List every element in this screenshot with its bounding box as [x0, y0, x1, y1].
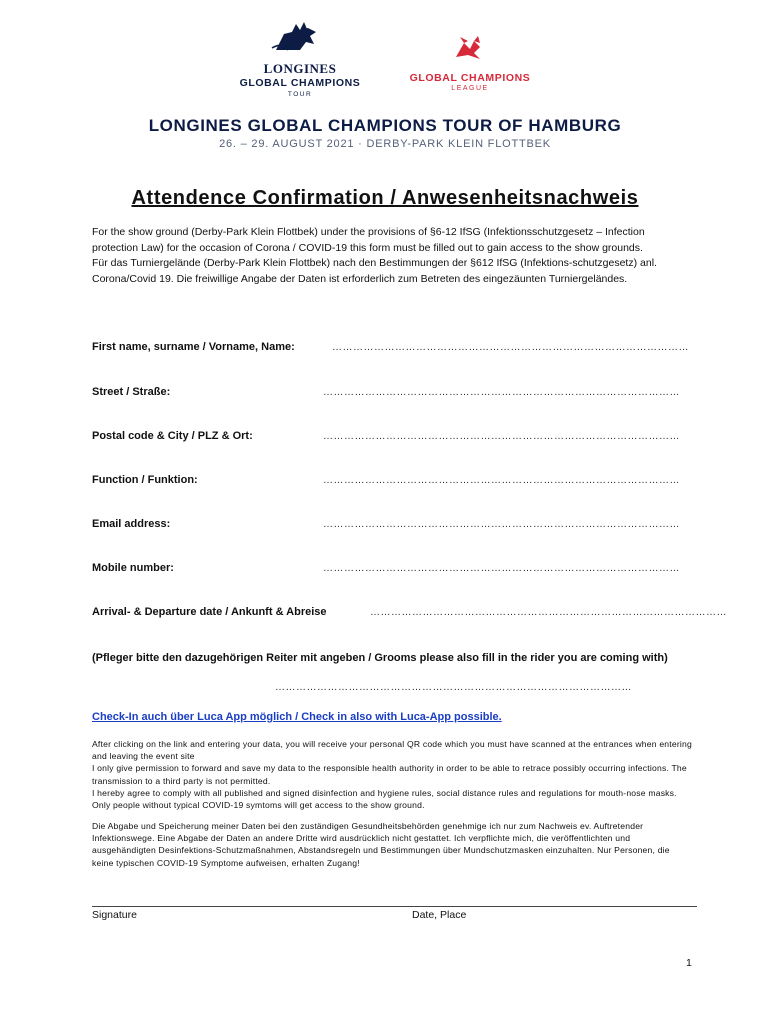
field-email-label: Email address: [92, 518, 171, 530]
logo-tour-text: TOUR [287, 91, 313, 98]
gcl-logo [400, 35, 540, 92]
horse-rider-icon [270, 20, 330, 54]
field-function-label: Function / Funktion: [92, 474, 198, 486]
logo-gcl-text: GLOBAL CHAMPIONS [409, 72, 531, 84]
intro-german: Für das Turniergelände (Derby-Park Klein Flottbek) nach den Bestimmungen der §612 IfSG (Infektions-schutzgesetz) anl. Corona/Covid 19. Die freiwillige Angabe der Daten ist erforderlich zum Betreten des eingezäunten Turniergeländes. [92, 257, 657, 285]
checkin-english-text [92, 738, 692, 811]
logo-gct-text: GLOBAL CHAMPIONS [239, 77, 361, 89]
field-email-input[interactable]: ………………………………………………………………………………………… [323, 519, 680, 530]
field-function-input[interactable]: ………………………………………………………………………………………… [323, 475, 680, 486]
intro-text [92, 225, 692, 287]
logo-league-text: LEAGUE [451, 85, 489, 92]
intro-english: For the show ground (Derby-Park Klein Flottbek) under the provisions of §6-12 IfSG (Infektionsschutzgesetz – Infection protection Law) for the occasion of Corona / COVID-19 this form must be filled out to gain access to the show grounds. [92, 226, 645, 254]
date-place-label: Date, Place [412, 909, 467, 921]
field-name-input[interactable]: ………………………………………………………………………………………… [332, 342, 689, 353]
grooms-note: (Pfleger bitte den dazugehörigen Reiter mit angeben / Grooms please also fill in the rider you are coming with) [92, 652, 668, 664]
signature-label: Signature [92, 909, 137, 921]
event-title: LONGINES GLOBAL CHAMPIONS TOUR OF HAMBURG [148, 116, 622, 135]
checkin-en-paragraph-3: I hereby agree to comply with all published and signed disinfection and hygiene rules, social distance rules and regulations for mouth-nose masks. Only people without typical COVID-19 symtoms will get access to the show ground. [92, 787, 677, 811]
longines-gct-logo [230, 20, 370, 98]
field-street-label: Street / Straße: [92, 386, 171, 398]
luca-app-checkin-link[interactable]: Check-In auch über Luca App möglich / Check in also with Luca-App possible. [92, 711, 502, 723]
grooms-rider-input[interactable]: ………………………………………………………………………………………… [275, 682, 632, 693]
logo-longines-text: LONGINES [263, 61, 337, 76]
page-number: 1 [686, 957, 692, 969]
field-mobile-input[interactable]: ………………………………………………………………………………………… [323, 563, 680, 574]
field-postal-city-label: Postal code & City / PLZ & Ort: [92, 430, 253, 442]
winged-horse-icon [450, 35, 490, 65]
field-street-input[interactable]: ………………………………………………………………………………………… [323, 387, 680, 398]
event-date: 26. – 29. AUGUST 2021 · DERBY-PARK KLEIN FLOTTBEK [219, 138, 551, 150]
field-arrival-departure-input[interactable]: ………………………………………………………………………………………… [370, 607, 727, 618]
signature-line [92, 906, 697, 907]
checkin-de-paragraph: Die Abgabe und Speicherung meiner Daten bei den zuständigen Gesundheitsbehörden genehmige ich nur zum Nachweis ev. Auftretender Infektionswege. Eine Abgabe der Daten an andere Dritte wird ausdrücklich nicht gestattet. Ich verpflichte mich, die veröffentlichten und ausgehändigten Desinfektions-Schutzmaßnahmen, Abstandsregeln und Bestimmungen über Mundschutzmasken einzuhalten. Nur Personen, die keine typischen COVID-19 Symptome aufweisen, erhalten Zugang! [92, 821, 670, 868]
field-arrival-departure-label: Arrival- & Departure date / Ankunft & Abreise [92, 606, 327, 618]
field-postal-city-input[interactable]: ………………………………………………………………………………………… [323, 431, 680, 442]
checkin-en-paragraph-1: After clicking on the link and entering your data, you will receive your personal QR code which you must have scanned at the entrances when entering and leaving the event site [92, 739, 692, 762]
checkin-en-paragraph-2: I only give permission to forward and save my data to the responsible health authority in order to be able to retrace possibly occurring infections. The transmission to a third party is not permitted. [92, 763, 687, 786]
checkin-german-text [92, 820, 692, 869]
field-name-label: First name, surname / Vorname, Name: [92, 341, 295, 353]
field-mobile-label: Mobile number: [92, 562, 174, 574]
document-title: Attendence Confirmation / Anwesenheitsnachweis [131, 187, 639, 209]
